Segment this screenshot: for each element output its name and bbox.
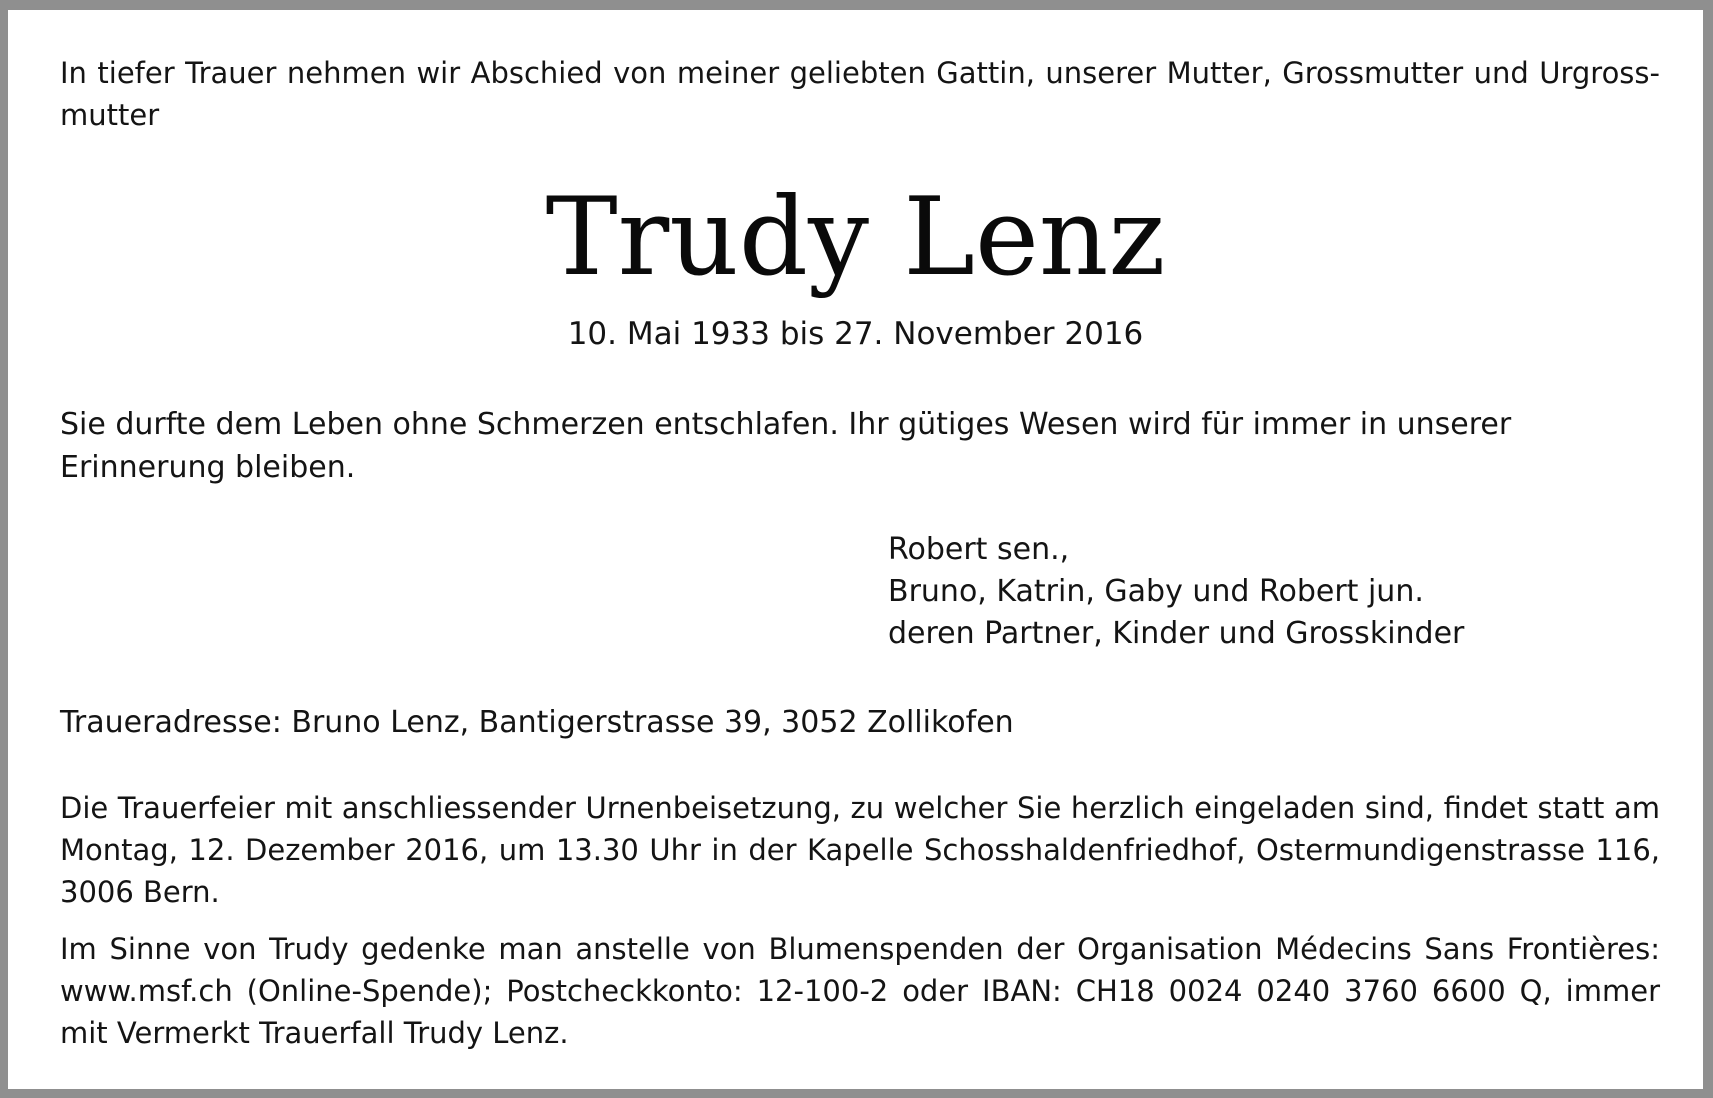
- donation-info: Im Sinne von Trudy gedenke man anstelle von Blumenspenden der Organisation Médecins Sans Frontières: www.msf.ch (Online-Spende); Postcheckkonto: 12-100-2 oder IBAN: CH18 0024 0240 3760 6600 Q, immer mit Vermerkt Trauerfall Trudy Lenz.: [60, 932, 1660, 1050]
- family-line: Bruno, Katrin, Gaby und Robert jun.: [888, 574, 1424, 609]
- family-line: deren Partner, Kinder und Grosskinder: [888, 616, 1465, 651]
- family-line: Robert sen.,: [888, 532, 1070, 567]
- mourning-address: Traueradresse: Bruno Lenz, Bantigerstrasse 39, 3052 Zollikofen: [60, 705, 1014, 740]
- memorial-message: Sie durfte dem Leben ohne Schmerzen entschlafen. Ihr gütiges Wesen wird für immer in unserer Erinnerung bleiben.: [60, 407, 1512, 485]
- deceased-name: Trudy Lenz: [545, 175, 1166, 300]
- obituary-notice: [8, 10, 1703, 1089]
- intro-text: In tiefer Trauer nehmen wir Abschied von meiner geliebten Gattin, unserer Mutter, Grossmutter und Urgross-mutter: [60, 56, 1660, 132]
- life-dates: 10. Mai 1933 bis 27. November 2016: [567, 316, 1144, 352]
- family-signatures: [888, 529, 1648, 655]
- ceremony-details: Die Trauerfeier mit anschliessender Urnenbeisetzung, zu welcher Sie herzlich eingeladen sind, findet statt am Montag, 12. Dezember 2016, um 13.30 Uhr in der Kapelle Schosshaldenfriedhof, Ostermundigenstrasse 116, 3006 Bern.: [60, 791, 1660, 909]
